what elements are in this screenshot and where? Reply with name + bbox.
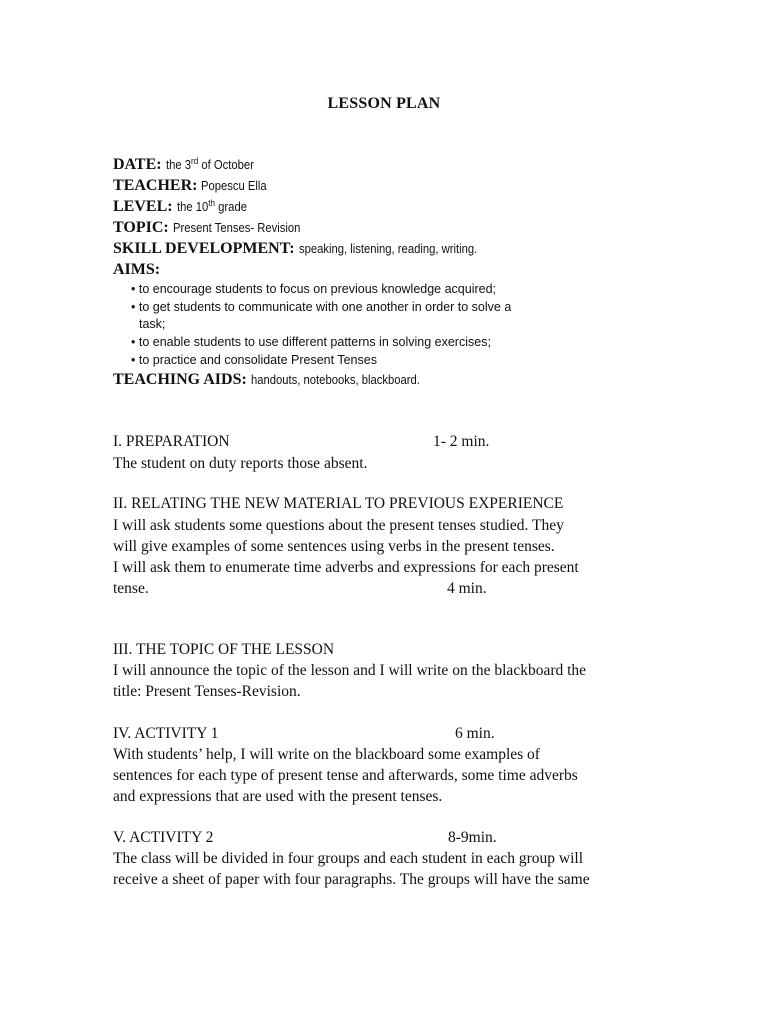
topic-label: TOPIC: <box>113 219 169 236</box>
level-value-rest: grade <box>214 200 247 214</box>
section-2-title: II. RELATING THE NEW MATERIAL TO PREVIOUS EXPERIENCE <box>113 495 564 512</box>
aim-item: • to practice and consolidate Present Tenses <box>131 353 377 367</box>
teaching-aids-value: handouts, notebooks, blackboard. <box>250 373 420 387</box>
section-3-text: I will announce the topic of the lesson and I will write on the blackboard the <box>113 662 587 679</box>
level-line <box>113 198 254 216</box>
section-2-text: I will ask students some questions about the present tenses studied. They <box>113 517 564 534</box>
section-5-text: receive a sheet of paper with four paragraphs. The groups will have the same <box>113 871 590 888</box>
section-5-text: The class will be divided in four groups and each student in each group will <box>113 850 584 867</box>
section-3-title: III. THE TOPIC OF THE LESSON <box>113 641 335 658</box>
level-value <box>177 198 247 214</box>
aims-label: AIMS: <box>113 261 161 278</box>
date-line <box>113 156 263 174</box>
level-label: LEVEL: <box>113 198 173 215</box>
teaching-aids-line <box>113 371 438 389</box>
aims-heading <box>113 261 160 279</box>
skill-label: SKILL DEVELOPMENT: <box>113 240 295 257</box>
section-3-text: title: Present Tenses-Revision. <box>113 683 301 700</box>
aim-item: • to get students to communicate with one another in order to solve a <box>131 300 512 314</box>
level-value-main: the 10 <box>176 200 208 214</box>
date-value-rest: of October <box>197 158 254 172</box>
section-1-duration: 1- 2 min. <box>433 433 490 450</box>
skill-value: speaking, listening, reading, writing. <box>298 242 477 256</box>
aim-item-continuation: task; <box>139 317 166 331</box>
section-2-text: will give examples of some sentences using verbs in the present tenses. <box>113 538 555 555</box>
section-2-text: I will ask them to enumerate time adverbs and expressions for each present <box>113 559 579 576</box>
date-value <box>166 156 254 172</box>
topic-value: Present Tenses- Revision <box>172 221 301 235</box>
date-label: DATE: <box>113 156 162 173</box>
section-4-text: and expressions that are used with the present tenses. <box>113 788 443 805</box>
teacher-label: TEACHER: <box>113 177 198 194</box>
date-value-main: the 3 <box>165 158 191 172</box>
section-2-text: tense. <box>113 580 149 597</box>
section-2-duration: 4 min. <box>447 580 487 597</box>
skill-line <box>113 240 497 258</box>
section-1-title: I. PREPARATION <box>113 433 230 450</box>
section-4-text: sentences for each type of present tense and afterwards, some time adverbs <box>113 767 578 784</box>
page-title: LESSON PLAN <box>327 95 441 112</box>
date-value-sup: rd <box>190 156 198 166</box>
level-value-sup: th <box>207 198 215 208</box>
section-1-text: The student on duty reports those absent. <box>113 455 368 472</box>
section-4-text: With students’ help, I will write on the blackboard some examples of <box>113 746 540 763</box>
section-5-duration: 8-9min. <box>448 829 497 846</box>
teaching-aids-label: TEACHING AIDS: <box>113 371 247 388</box>
section-4-title: IV. ACTIVITY 1 <box>113 725 219 742</box>
section-4-duration: 6 min. <box>455 725 495 742</box>
teacher-line <box>113 177 274 195</box>
aim-item: • to enable students to use different patterns in solving exercises; <box>131 335 491 349</box>
teacher-value: Popescu Ella <box>201 179 268 193</box>
topic-line <box>113 219 314 237</box>
aim-item: • to encourage students to focus on previous knowledge acquired; <box>131 282 497 296</box>
section-5-title: V. ACTIVITY 2 <box>113 829 214 846</box>
